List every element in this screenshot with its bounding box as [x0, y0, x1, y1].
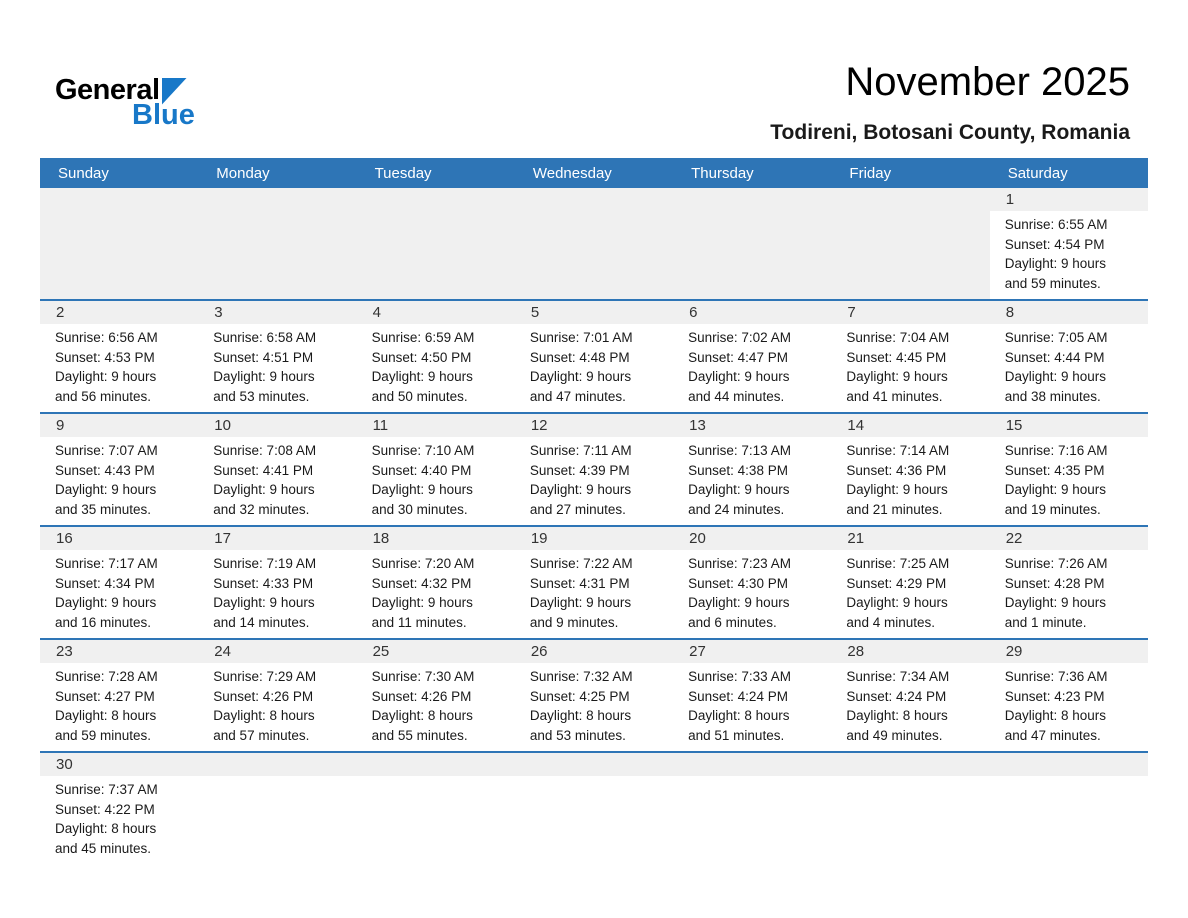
day-detail-line: Daylight: 9 hours: [529, 482, 632, 497]
day-cell-3: [198, 301, 356, 412]
weekday-header-row: [40, 158, 1148, 188]
day-detail-line: Sunset: 4:30 PM: [688, 575, 788, 591]
day-number: 15: [990, 414, 1148, 437]
day-detail-line: Sunset: 4:31 PM: [529, 575, 630, 591]
day-detail-line: Sunset: 4:32 PM: [371, 575, 472, 591]
empty-cell: [515, 188, 673, 299]
day-details: [198, 437, 356, 525]
day-detail-line: Sunset: 4:23 PM: [1004, 688, 1105, 704]
day-details: [515, 550, 673, 638]
day-detail-line: Sunset: 4:45 PM: [846, 349, 947, 365]
day-number: 29: [990, 640, 1148, 663]
week-row-4: [40, 525, 1148, 638]
empty-cell: [198, 188, 356, 299]
empty-band: [40, 188, 198, 211]
day-detail-line: Daylight: 8 hours: [529, 708, 632, 723]
empty-band: [198, 753, 356, 776]
day-detail-line: Sunrise: 7:22 AM: [529, 556, 633, 571]
day-detail-line: Daylight: 9 hours: [846, 595, 948, 610]
day-detail-line: Sunrise: 6:55 AM: [1004, 217, 1108, 232]
day-number: 17: [198, 527, 356, 550]
empty-cell: [673, 753, 831, 864]
empty-band: [515, 753, 673, 776]
day-detail-line: Daylight: 9 hours: [55, 369, 157, 384]
day-detail-line: Sunrise: 7:37 AM: [55, 782, 158, 797]
weekday-monday: Monday: [216, 164, 270, 182]
day-detail-line: and 56 minutes.: [55, 388, 152, 404]
day-detail-line: and 38 minutes.: [1004, 388, 1101, 404]
calendar-weeks: [40, 188, 1148, 864]
day-details: [673, 550, 831, 638]
day-detail-line: and 59 minutes.: [55, 727, 152, 743]
day-detail-line: Daylight: 9 hours: [846, 369, 948, 384]
day-detail-line: and 57 minutes.: [213, 727, 310, 743]
day-detail-line: Daylight: 9 hours: [213, 595, 315, 610]
empty-cell: [673, 188, 831, 299]
day-cell-30: [40, 753, 198, 864]
day-details: [40, 437, 198, 525]
day-cell-27: [673, 640, 831, 751]
day-detail-line: Sunset: 4:26 PM: [371, 688, 472, 704]
day-detail-line: and 4 minutes.: [846, 614, 935, 630]
week-row-3: [40, 412, 1148, 525]
empty-band: [515, 188, 673, 211]
day-detail-line: Daylight: 9 hours: [1004, 595, 1107, 610]
day-details: [831, 550, 989, 638]
day-detail-line: and 9 minutes.: [529, 614, 619, 630]
empty-cell: [831, 753, 989, 864]
day-number: 3: [198, 301, 356, 324]
day-cell-11: [357, 414, 515, 525]
day-detail-line: and 51 minutes.: [688, 727, 785, 743]
empty-band: [357, 188, 515, 211]
day-detail-line: Daylight: 9 hours: [213, 482, 315, 497]
day-cell-7: [831, 301, 989, 412]
empty-band: [831, 753, 989, 776]
weekday-saturday: Saturday: [1007, 164, 1068, 182]
day-detail-line: Daylight: 8 hours: [688, 708, 790, 723]
week-row-5: [40, 638, 1148, 751]
day-details: [990, 211, 1148, 299]
day-detail-line: and 47 minutes.: [529, 388, 626, 404]
day-detail-line: Sunrise: 7:20 AM: [371, 556, 475, 571]
day-cell-21: [831, 527, 989, 638]
day-cell-17: [198, 527, 356, 638]
day-detail-line: Sunset: 4:24 PM: [688, 688, 788, 704]
day-detail-line: and 21 minutes.: [846, 501, 943, 517]
week-row-2: [40, 299, 1148, 412]
day-number: 8: [990, 301, 1148, 324]
day-detail-line: and 45 minutes.: [55, 840, 152, 856]
day-number: 2: [40, 301, 198, 324]
day-detail-line: and 35 minutes.: [55, 501, 152, 517]
day-detail-line: Sunset: 4:29 PM: [846, 575, 947, 591]
day-details: [40, 550, 198, 638]
day-detail-line: Sunrise: 7:10 AM: [371, 443, 475, 458]
weekday-tuesday: Tuesday: [374, 164, 432, 182]
day-detail-line: Sunset: 4:27 PM: [55, 688, 155, 704]
day-number: 22: [990, 527, 1148, 550]
day-detail-line: Sunrise: 7:32 AM: [529, 669, 633, 684]
day-detail-line: Sunrise: 7:02 AM: [688, 330, 791, 345]
day-number: 27: [673, 640, 831, 663]
day-number: 1: [990, 188, 1148, 211]
day-number: 5: [515, 301, 673, 324]
day-details: [198, 324, 356, 412]
day-detail-line: Sunset: 4:34 PM: [55, 575, 155, 591]
day-detail-line: Sunset: 4:35 PM: [1004, 462, 1105, 478]
day-number: 24: [198, 640, 356, 663]
day-cell-14: [831, 414, 989, 525]
empty-cell: [515, 753, 673, 864]
empty-band: [990, 753, 1148, 776]
day-details: [831, 437, 989, 525]
empty-band: [673, 753, 831, 776]
day-detail-line: Sunset: 4:47 PM: [688, 349, 788, 365]
day-detail-line: Sunrise: 7:04 AM: [846, 330, 950, 345]
day-detail-line: Sunrise: 7:01 AM: [529, 330, 633, 345]
empty-band: [831, 188, 989, 211]
general-blue-logo: [55, 76, 195, 130]
day-number: 23: [40, 640, 198, 663]
day-cell-29: [990, 640, 1148, 751]
day-detail-line: Daylight: 8 hours: [846, 708, 948, 723]
day-detail-line: and 44 minutes.: [688, 388, 785, 404]
day-details: [673, 437, 831, 525]
day-detail-line: Sunset: 4:51 PM: [213, 349, 314, 365]
day-detail-line: and 53 minutes.: [529, 727, 626, 743]
day-detail-line: and 19 minutes.: [1004, 501, 1101, 517]
day-detail-line: Sunrise: 7:26 AM: [1004, 556, 1108, 571]
empty-cell: [990, 753, 1148, 864]
day-number: 10: [198, 414, 356, 437]
day-detail-line: Sunset: 4:24 PM: [846, 688, 947, 704]
empty-band: [198, 188, 356, 211]
day-details: [357, 324, 515, 412]
empty-cell: [831, 188, 989, 299]
day-details: [40, 663, 198, 751]
day-detail-line: Sunrise: 6:56 AM: [55, 330, 158, 345]
day-details: [357, 550, 515, 638]
day-detail-line: and 11 minutes.: [371, 614, 467, 630]
weekday-thursday: Thursday: [691, 164, 754, 182]
day-number: 28: [831, 640, 989, 663]
day-detail-line: Sunset: 4:50 PM: [371, 349, 472, 365]
day-number: 19: [515, 527, 673, 550]
empty-cell: [357, 753, 515, 864]
day-number: 6: [673, 301, 831, 324]
day-details: [831, 324, 989, 412]
day-number: 21: [831, 527, 989, 550]
day-detail-line: Daylight: 9 hours: [371, 369, 473, 384]
weekday-sunday: Sunday: [58, 164, 109, 182]
day-cell-19: [515, 527, 673, 638]
day-details: [673, 663, 831, 751]
day-detail-line: Sunrise: 7:17 AM: [55, 556, 158, 571]
day-detail-line: Daylight: 8 hours: [55, 821, 157, 836]
empty-band: [357, 753, 515, 776]
day-details: [673, 324, 831, 412]
day-detail-line: Sunrise: 7:30 AM: [371, 669, 475, 684]
day-number: 20: [673, 527, 831, 550]
day-detail-line: Daylight: 8 hours: [1004, 708, 1107, 723]
day-details: [990, 437, 1148, 525]
day-detail-line: Sunset: 4:43 PM: [55, 462, 155, 478]
day-number: 7: [831, 301, 989, 324]
day-detail-line: Sunset: 4:38 PM: [688, 462, 788, 478]
day-detail-line: Daylight: 9 hours: [688, 482, 790, 497]
week-row-1: [40, 188, 1148, 299]
day-detail-line: and 59 minutes.: [1004, 275, 1101, 291]
day-cell-5: [515, 301, 673, 412]
day-cell-16: [40, 527, 198, 638]
day-detail-line: Sunrise: 7:13 AM: [688, 443, 791, 458]
day-detail-line: Daylight: 8 hours: [371, 708, 473, 723]
day-details: [198, 663, 356, 751]
empty-cell: [40, 188, 198, 299]
empty-cell: [357, 188, 515, 299]
day-detail-line: Sunrise: 7:16 AM: [1004, 443, 1108, 458]
day-detail-line: Sunset: 4:22 PM: [55, 801, 155, 817]
day-details: [40, 324, 198, 412]
day-detail-line: and 14 minutes.: [213, 614, 310, 630]
day-cell-28: [831, 640, 989, 751]
day-cell-12: [515, 414, 673, 525]
day-cell-15: [990, 414, 1148, 525]
day-detail-line: and 27 minutes.: [529, 501, 626, 517]
day-detail-line: Sunrise: 6:58 AM: [213, 330, 317, 345]
day-number: 30: [40, 753, 198, 776]
day-cell-23: [40, 640, 198, 751]
day-detail-line: and 32 minutes.: [213, 501, 310, 517]
page-title: November 2025: [845, 60, 1130, 104]
day-cell-13: [673, 414, 831, 525]
day-cell-9: [40, 414, 198, 525]
day-number: 9: [40, 414, 198, 437]
day-detail-line: Sunrise: 7:14 AM: [846, 443, 950, 458]
logo-text-blue: Blue: [132, 99, 195, 131]
day-detail-line: Sunrise: 7:23 AM: [688, 556, 791, 571]
header-titles: [770, 58, 1130, 145]
day-detail-line: and 49 minutes.: [846, 727, 943, 743]
day-details: [515, 324, 673, 412]
day-detail-line: Sunrise: 7:29 AM: [213, 669, 317, 684]
day-number: 13: [673, 414, 831, 437]
day-cell-18: [357, 527, 515, 638]
day-detail-line: Daylight: 9 hours: [55, 482, 157, 497]
day-detail-line: Sunset: 4:53 PM: [55, 349, 155, 365]
day-detail-line: Sunrise: 6:59 AM: [371, 330, 475, 345]
day-detail-line: Sunset: 4:25 PM: [529, 688, 630, 704]
weekday-wednesday: Wednesday: [532, 164, 612, 182]
day-detail-line: Sunset: 4:41 PM: [213, 462, 314, 478]
day-detail-line: Sunset: 4:33 PM: [213, 575, 314, 591]
day-details: [198, 550, 356, 638]
day-detail-line: and 50 minutes.: [371, 388, 468, 404]
day-details: [357, 663, 515, 751]
day-cell-26: [515, 640, 673, 751]
day-cell-24: [198, 640, 356, 751]
day-number: 25: [357, 640, 515, 663]
day-details: [990, 663, 1148, 751]
day-detail-line: Sunrise: 7:05 AM: [1004, 330, 1108, 345]
day-detail-line: Sunset: 4:54 PM: [1004, 236, 1105, 252]
day-detail-line: and 41 minutes.: [846, 388, 943, 404]
day-number: 18: [357, 527, 515, 550]
weekday-friday: Friday: [849, 164, 892, 182]
day-detail-line: Sunrise: 7:08 AM: [213, 443, 317, 458]
day-detail-line: Sunrise: 7:28 AM: [55, 669, 158, 684]
day-detail-line: and 55 minutes.: [371, 727, 468, 743]
day-details: [990, 324, 1148, 412]
day-details: [990, 550, 1148, 638]
day-detail-line: Daylight: 8 hours: [55, 708, 157, 723]
day-detail-line: Sunset: 4:26 PM: [213, 688, 314, 704]
calendar: [40, 158, 1148, 864]
logo-text-general: General: [55, 74, 160, 106]
day-detail-line: Sunrise: 7:07 AM: [55, 443, 158, 458]
day-number: 14: [831, 414, 989, 437]
day-cell-2: [40, 301, 198, 412]
day-number: 26: [515, 640, 673, 663]
day-detail-line: Daylight: 9 hours: [1004, 482, 1107, 497]
day-cell-4: [357, 301, 515, 412]
day-detail-line: Daylight: 9 hours: [213, 369, 315, 384]
day-number: 16: [40, 527, 198, 550]
day-detail-line: and 47 minutes.: [1004, 727, 1101, 743]
day-detail-line: Sunset: 4:28 PM: [1004, 575, 1105, 591]
day-cell-8: [990, 301, 1148, 412]
day-detail-line: and 16 minutes.: [55, 614, 152, 630]
day-number: 12: [515, 414, 673, 437]
day-details: [40, 776, 198, 864]
day-detail-line: and 6 minutes.: [688, 614, 777, 630]
day-cell-25: [357, 640, 515, 751]
day-detail-line: and 53 minutes.: [213, 388, 310, 404]
day-detail-line: Sunset: 4:48 PM: [529, 349, 630, 365]
day-detail-line: and 30 minutes.: [371, 501, 468, 517]
day-detail-line: Daylight: 9 hours: [371, 482, 473, 497]
empty-band: [673, 188, 831, 211]
week-row-6: [40, 751, 1148, 864]
day-detail-line: Sunrise: 7:36 AM: [1004, 669, 1108, 684]
day-detail-line: Sunrise: 7:33 AM: [688, 669, 791, 684]
day-details: [831, 663, 989, 751]
day-detail-line: Sunrise: 7:25 AM: [846, 556, 950, 571]
day-detail-line: Daylight: 8 hours: [213, 708, 315, 723]
day-detail-line: and 24 minutes.: [688, 501, 785, 517]
day-detail-line: Sunset: 4:40 PM: [371, 462, 472, 478]
day-details: [515, 437, 673, 525]
day-cell-1: [990, 188, 1148, 299]
day-detail-line: Daylight: 9 hours: [1004, 256, 1107, 271]
day-detail-line: Daylight: 9 hours: [1004, 369, 1107, 384]
day-detail-line: Sunrise: 7:34 AM: [846, 669, 950, 684]
day-detail-line: and 1 minute.: [1004, 614, 1087, 630]
day-details: [357, 437, 515, 525]
day-cell-10: [198, 414, 356, 525]
day-detail-line: Sunset: 4:44 PM: [1004, 349, 1105, 365]
day-detail-line: Sunset: 4:36 PM: [846, 462, 947, 478]
empty-cell: [198, 753, 356, 864]
day-detail-line: Daylight: 9 hours: [371, 595, 473, 610]
day-detail-line: Sunrise: 7:19 AM: [213, 556, 317, 571]
day-number: 11: [357, 414, 515, 437]
day-cell-20: [673, 527, 831, 638]
day-detail-line: Daylight: 9 hours: [688, 369, 790, 384]
day-detail-line: Daylight: 9 hours: [529, 595, 632, 610]
day-detail-line: Daylight: 9 hours: [846, 482, 948, 497]
day-detail-line: Daylight: 9 hours: [55, 595, 157, 610]
day-cell-22: [990, 527, 1148, 638]
day-details: [515, 663, 673, 751]
day-detail-line: Sunrise: 7:11 AM: [529, 443, 632, 458]
day-number: 4: [357, 301, 515, 324]
page-subtitle: Todireni, Botosani County, Romania: [770, 121, 1130, 144]
day-detail-line: Daylight: 9 hours: [688, 595, 790, 610]
day-detail-line: Daylight: 9 hours: [529, 369, 632, 384]
day-detail-line: Sunset: 4:39 PM: [529, 462, 630, 478]
day-cell-6: [673, 301, 831, 412]
